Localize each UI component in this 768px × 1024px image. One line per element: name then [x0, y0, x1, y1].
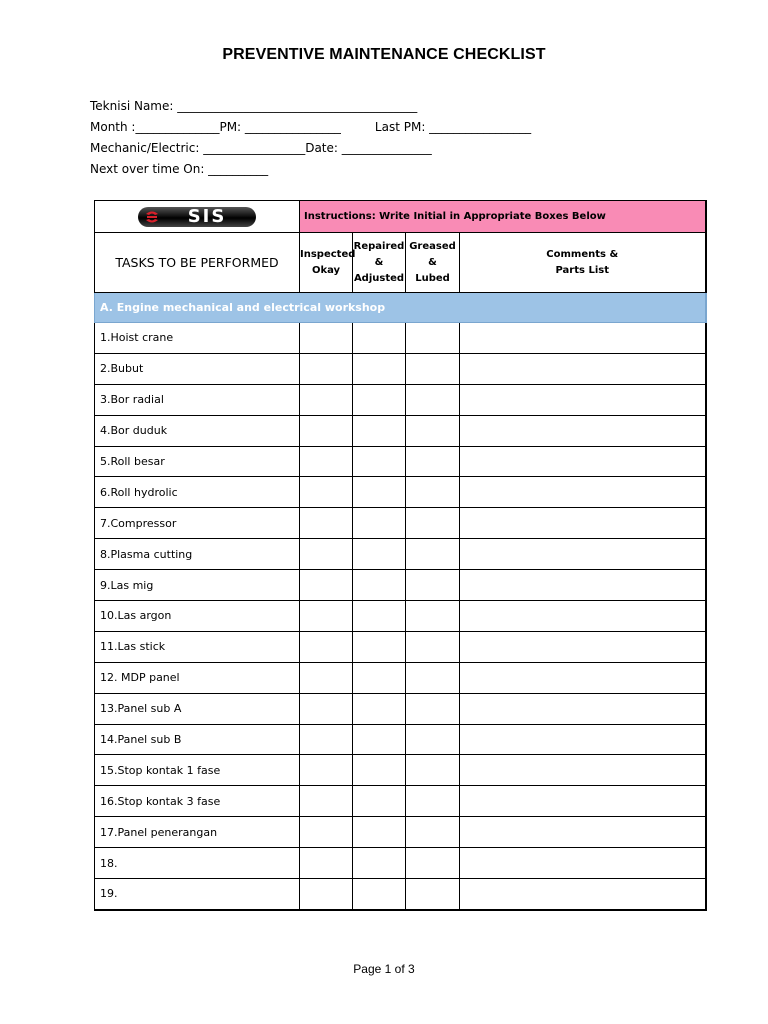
table-row [95, 693, 706, 724]
task-name: 3.Bor radial [95, 384, 300, 415]
inspected-checkbox[interactable] [300, 817, 353, 848]
inspected-checkbox[interactable] [300, 508, 353, 539]
comments-field[interactable] [460, 817, 706, 848]
comments-field[interactable] [460, 353, 706, 384]
task-name: 5.Roll besar [95, 446, 300, 477]
table-row [95, 508, 706, 539]
repaired-checkbox[interactable] [353, 508, 406, 539]
inspected-checkbox[interactable] [300, 693, 353, 724]
task-name: 18. [95, 848, 300, 879]
task-name: 11.Las stick [95, 631, 300, 662]
comments-field[interactable] [460, 415, 706, 446]
repaired-checkbox[interactable] [353, 755, 406, 786]
greased-checkbox[interactable] [406, 693, 460, 724]
greased-checkbox[interactable] [406, 570, 460, 601]
greased-checkbox[interactable] [406, 323, 460, 354]
repaired-checkbox[interactable] [353, 631, 406, 662]
table-row [95, 384, 706, 415]
comments-field[interactable] [460, 477, 706, 508]
inspected-checkbox[interactable] [300, 323, 353, 354]
repaired-checkbox[interactable] [353, 539, 406, 570]
repaired-checkbox[interactable] [353, 786, 406, 817]
comments-field[interactable] [460, 693, 706, 724]
comments-field[interactable] [460, 323, 706, 354]
page-number: Page 1 of 3 [353, 962, 415, 976]
teknisi-name-field[interactable]: Teknisi Name: ________________________________________ [90, 99, 418, 113]
sis-logo-mark-icon [144, 210, 160, 224]
inspected-checkbox[interactable] [300, 724, 353, 755]
table-row [95, 662, 706, 693]
table-row [95, 631, 706, 662]
table-row [95, 539, 706, 570]
next-over-time-field[interactable]: Next over time On: __________ [90, 162, 269, 176]
task-name: 17.Panel penerangan [95, 817, 300, 848]
inspected-checkbox[interactable] [300, 539, 353, 570]
task-name: 19. [95, 879, 300, 910]
task-name: 7.Compressor [95, 508, 300, 539]
month-pm-field[interactable]: Month :______________PM: ________________ [90, 120, 341, 134]
table-row [95, 817, 706, 848]
repaired-checkbox[interactable] [353, 477, 406, 508]
repaired-checkbox[interactable] [353, 817, 406, 848]
greased-checkbox[interactable] [406, 724, 460, 755]
repaired-checkbox[interactable] [353, 323, 406, 354]
repaired-checkbox[interactable] [353, 601, 406, 632]
inspected-checkbox[interactable] [300, 601, 353, 632]
inspected-column-header: Inspected Okay [300, 233, 353, 293]
comments-column-header: Comments & Parts List [460, 233, 706, 293]
greased-checkbox[interactable] [406, 848, 460, 879]
comments-field[interactable] [460, 446, 706, 477]
section-row [95, 293, 706, 323]
task-name: 1.Hoist crane [95, 323, 300, 354]
inspected-checkbox[interactable] [300, 446, 353, 477]
greased-checkbox[interactable] [406, 384, 460, 415]
inspected-checkbox[interactable] [300, 415, 353, 446]
inspected-checkbox[interactable] [300, 848, 353, 879]
task-name: 15.Stop kontak 1 fase [95, 755, 300, 786]
greased-checkbox[interactable] [406, 601, 460, 632]
inspected-checkbox[interactable] [300, 662, 353, 693]
inspected-checkbox[interactable] [300, 570, 353, 601]
task-name: 2.Bubut [95, 353, 300, 384]
comments-field[interactable] [460, 724, 706, 755]
table-row [95, 323, 706, 354]
repaired-checkbox[interactable] [353, 384, 406, 415]
greased-checkbox[interactable] [406, 477, 460, 508]
repaired-checkbox[interactable] [353, 415, 406, 446]
greased-checkbox[interactable] [406, 415, 460, 446]
last-pm-field[interactable]: Last PM: _________________ [374, 120, 532, 134]
table-row [95, 879, 706, 910]
table-row [95, 446, 706, 477]
repaired-column-header: Repaired & Adjusted [353, 233, 406, 293]
repaired-checkbox[interactable] [353, 879, 406, 910]
greased-checkbox[interactable] [406, 446, 460, 477]
checklist-table [94, 200, 707, 911]
task-name: 6.Roll hydrolic [95, 477, 300, 508]
repaired-checkbox[interactable] [353, 570, 406, 601]
repaired-checkbox[interactable] [353, 353, 406, 384]
inspected-checkbox[interactable] [300, 631, 353, 662]
greased-checkbox[interactable] [406, 662, 460, 693]
task-name: 16.Stop kontak 3 fase [95, 786, 300, 817]
mechanic-electric-field[interactable]: Mechanic/Electric: _________________Date: _______________ [90, 141, 432, 155]
task-name: 9.Las mig [95, 570, 300, 601]
task-name: 13.Panel sub A [95, 693, 300, 724]
section-heading: A. Engine mechanical and electrical workshop [95, 293, 706, 323]
comments-field[interactable] [460, 631, 706, 662]
month-pm-row [90, 117, 531, 138]
sis-logo-text: SIS [187, 205, 227, 227]
greased-checkbox[interactable] [406, 786, 460, 817]
logo-row [95, 201, 706, 233]
task-name: 8.Plasma cutting [95, 539, 300, 570]
comments-field[interactable] [460, 601, 706, 632]
comments-field[interactable] [460, 755, 706, 786]
inspected-checkbox[interactable] [300, 384, 353, 415]
inspected-checkbox[interactable] [300, 755, 353, 786]
table-row [95, 786, 706, 817]
table-row [95, 570, 706, 601]
header-form [90, 96, 531, 180]
greased-checkbox[interactable] [406, 879, 460, 910]
table-row [95, 724, 706, 755]
repaired-checkbox[interactable] [353, 724, 406, 755]
greased-checkbox[interactable] [406, 755, 460, 786]
greased-checkbox[interactable] [406, 508, 460, 539]
instructions-banner: Instructions: Write Initial in Appropriate Boxes Below [300, 201, 706, 233]
table-row [95, 477, 706, 508]
repaired-checkbox[interactable] [353, 848, 406, 879]
greased-checkbox[interactable] [406, 817, 460, 848]
page-title: PREVENTIVE MAINTENANCE CHECKLIST [222, 46, 546, 63]
greased-checkbox[interactable] [406, 539, 460, 570]
comments-field[interactable] [460, 662, 706, 693]
greased-checkbox[interactable] [406, 631, 460, 662]
comments-field[interactable] [460, 539, 706, 570]
greased-column-header: Greased & Lubed [406, 233, 460, 293]
inspected-checkbox[interactable] [300, 477, 353, 508]
comments-field[interactable] [460, 848, 706, 879]
task-name: 4.Bor duduk [95, 415, 300, 446]
task-name: 14.Panel sub B [95, 724, 300, 755]
table-row [95, 601, 706, 632]
table-row [95, 755, 706, 786]
comments-field[interactable] [460, 384, 706, 415]
comments-field[interactable] [460, 508, 706, 539]
tasks-column-header: TASKS TO BE PERFORMED [95, 233, 300, 293]
inspected-checkbox[interactable] [300, 353, 353, 384]
inspected-checkbox[interactable] [300, 879, 353, 910]
repaired-checkbox[interactable] [353, 693, 406, 724]
inspected-checkbox[interactable] [300, 786, 353, 817]
table-row [95, 353, 706, 384]
column-header-row [95, 233, 706, 293]
task-name: 12. MDP panel [95, 662, 300, 693]
table-row [95, 415, 706, 446]
comments-field[interactable] [460, 786, 706, 817]
sis-logo [138, 207, 256, 227]
logo-cell [95, 201, 300, 233]
comments-field[interactable] [460, 879, 706, 910]
task-name: 10.Las argon [95, 601, 300, 632]
repaired-checkbox[interactable] [353, 446, 406, 477]
task-list [95, 323, 706, 910]
comments-field[interactable] [460, 570, 706, 601]
table-row [95, 848, 706, 879]
repaired-checkbox[interactable] [353, 662, 406, 693]
greased-checkbox[interactable] [406, 353, 460, 384]
